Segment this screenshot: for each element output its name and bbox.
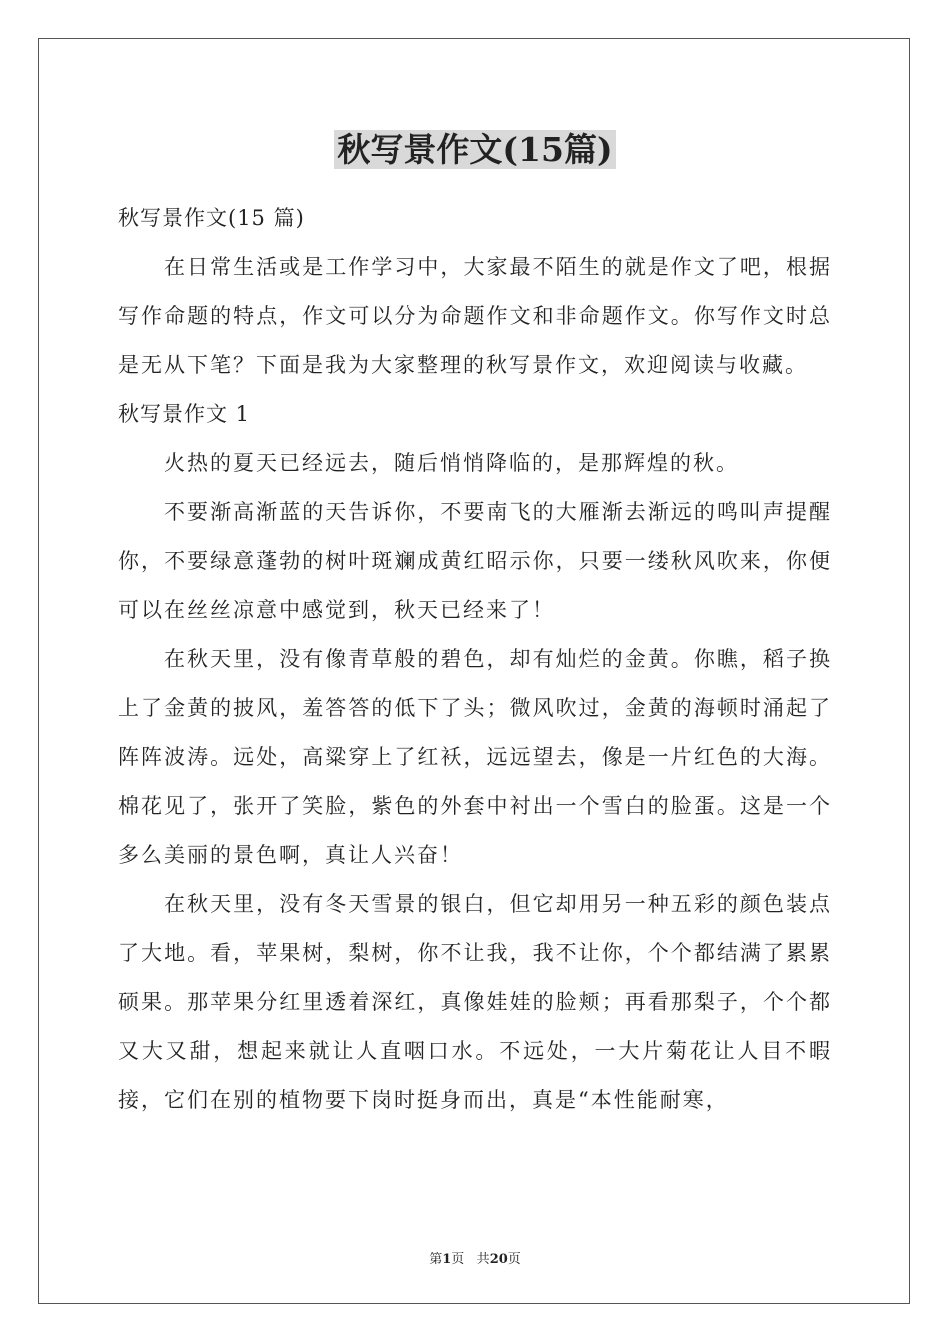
total-pages: 20 <box>489 1252 508 1267</box>
page-footer <box>0 1248 950 1267</box>
paragraph-2: 不要渐高渐蓝的天告诉你，不要南飞的大雁渐去渐远的鸣叫声提醒你，不要绿意蓬勃的树叶斑斓成黄红昭示你，只要一缕秋风吹来，你便可以在丝丝凉意中感觉到，秋天已经来了！ <box>118 500 832 622</box>
document-title-text: 秋写景作文(15篇) <box>334 130 615 169</box>
page-number: 1 <box>442 1252 452 1267</box>
page-label-suffix: 页 <box>451 1252 465 1267</box>
paragraph-1: 火热的夏天已经远去，随后悄悄降临的，是那辉煌的秋。 <box>164 451 739 475</box>
document-body <box>118 124 832 1125</box>
document-subtitle: 秋写景作文(15 篇) <box>118 206 305 230</box>
total-prefix: 共 <box>476 1252 490 1267</box>
document-title <box>118 124 832 176</box>
page-label-prefix: 第 <box>429 1252 443 1267</box>
section-heading: 秋写景作文 1 <box>118 402 251 426</box>
total-suffix: 页 <box>507 1252 521 1267</box>
paragraph-3: 在秋天里，没有像青草般的碧色，却有灿烂的金黄。你瞧，稻子换上了金黄的披风，羞答答的低下了头；微风吹过，金黄的海顿时涌起了阵阵波涛。远处，高粱穿上了红袄，远远望去，像是一片红色的大海。棉花见了，张开了笑脸，紫色的外套中衬出一个雪白的脸蛋。这是一个多么美丽的景色啊，真让人兴奋！ <box>118 647 832 867</box>
intro-paragraph: 在日常生活或是工作学习中，大家最不陌生的就是作文了吧，根据写作命题的特点，作文可以分为命题作文和非命题作文。你写作文时总是无从下笔？下面是我为大家整理的秋写景作文，欢迎阅读与收藏。 <box>118 255 832 377</box>
paragraph-4: 在秋天里，没有冬天雪景的银白，但它却用另一种五彩的颜色装点了大地。看，苹果树，梨树，你不让我，我不让你，个个都结满了累累硕果。那苹果分红里透着深红，真像娃娃的脸颊；再看那梨子，个个都又大又甜，想起来就让人直咽口水。不远处，一大片菊花让人目不暇接，它们在别的植物要下岗时挺身而出，真是“本性能耐寒， <box>118 892 832 1112</box>
